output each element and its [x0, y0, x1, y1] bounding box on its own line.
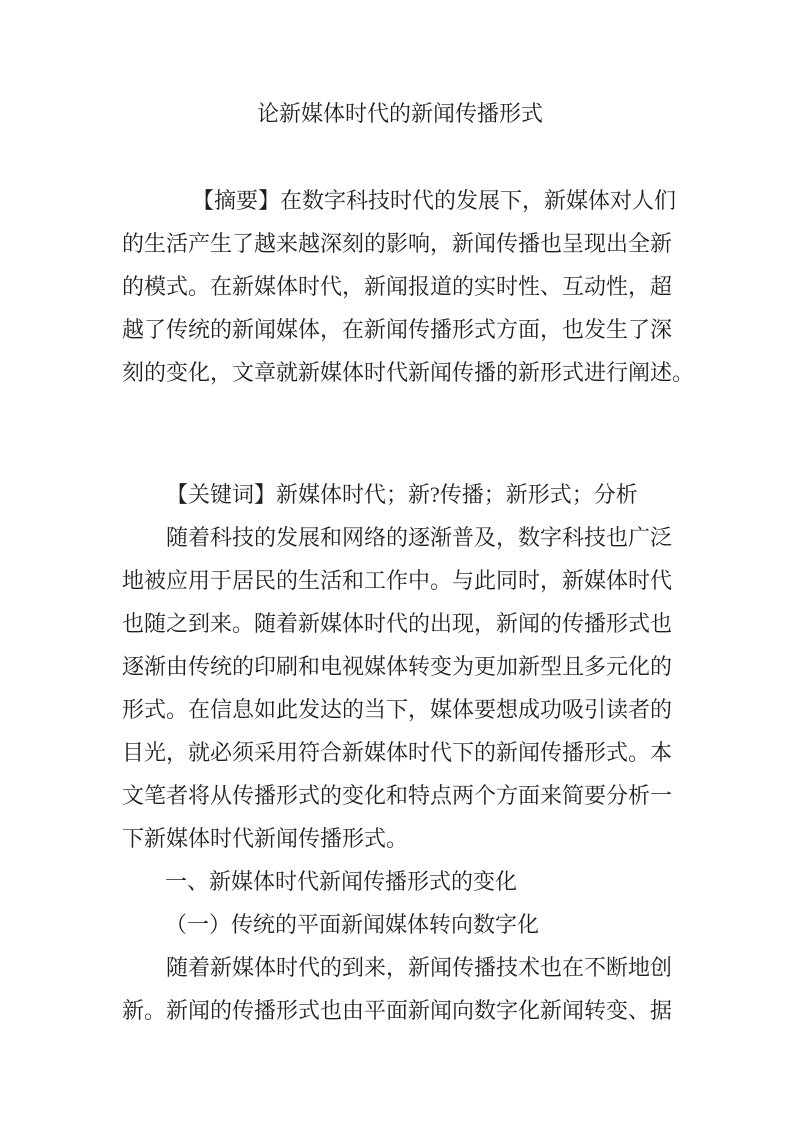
abstract-line: 刻的变化，文章就新媒体时代新闻传播的新形式进行阐述。: [122, 360, 695, 385]
intro-line: 文笔者将从传播形式的变化和特点两个方面来简要分析一: [122, 783, 673, 808]
abstract-line: 越了传统的新闻媒体，在新闻传播形式方面，也发生了深: [122, 317, 673, 342]
section-heading: 一、新媒体时代新闻传播形式的变化: [165, 869, 518, 894]
abstract-line: 【摘要】在数字科技时代的发展下，新媒体对人们: [192, 188, 677, 213]
intro-line: 地被应用于居民的生活和工作中。与此同时，新媒体时代: [122, 568, 673, 593]
body-line: 随着新媒体时代的到来，新闻传播技术也在不断地创: [166, 955, 673, 980]
intro-line: 也随之到来。随着新媒体时代的出现，新闻的传播形式也: [122, 611, 673, 636]
intro-line: 逐渐由传统的印刷和电视媒体转变为更加新型且多元化的: [122, 654, 673, 679]
intro-line: 形式。在信息如此发达的当下，媒体要想成功吸引读者的: [122, 697, 673, 722]
intro-line: 随着科技的发展和网络的逐渐普及，数字科技也广泛: [166, 525, 673, 550]
subsection-heading: （一）传统的平面新闻媒体转向数字化: [165, 912, 540, 937]
body-line: 新。新闻的传播形式也由平面新闻向数字化新闻转变、据: [122, 998, 673, 1023]
intro-line: 下新媒体时代新闻传播形式。: [122, 826, 409, 851]
abstract-line: 的模式。在新媒体时代，新闻报道的实时性、互动性，超: [122, 274, 673, 299]
intro-line: 目光，就必须采用符合新媒体时代下的新闻传播形式。本: [122, 740, 673, 765]
abstract-line: 的生活产生了越来越深刻的影响，新闻传播也呈现出全新: [122, 231, 673, 256]
keywords-line: 【关键词】新媒体时代；新?传播；新形式；分析: [166, 482, 638, 507]
document-title: 论新媒体时代的新闻传播形式: [256, 101, 543, 126]
